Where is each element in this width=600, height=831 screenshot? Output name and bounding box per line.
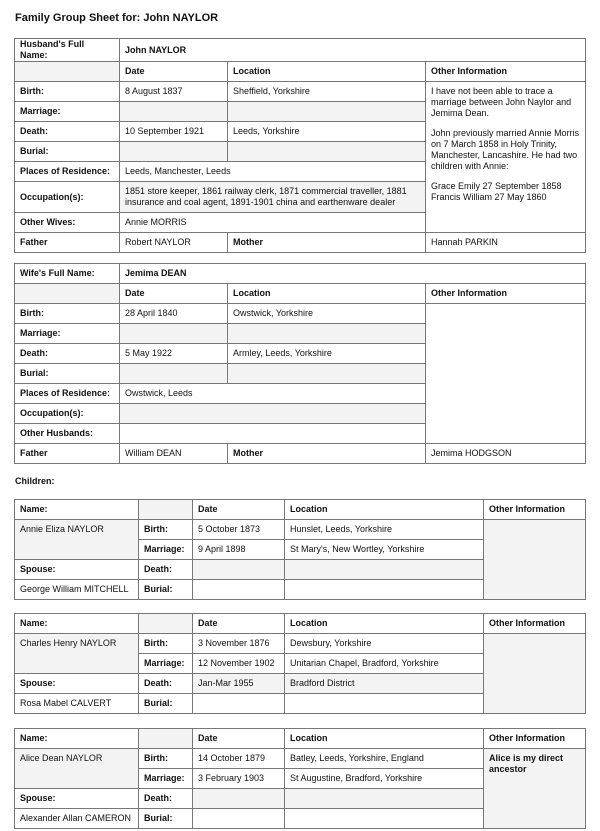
wife-burial-date <box>120 364 228 384</box>
marriage-label: Marriage: <box>15 102 120 122</box>
husband-other-info-1: I have not been able to trace a marriage between John Naylor and Jemima Dean. <box>431 86 572 118</box>
wife-birth-date: 28 April 1840 <box>120 304 228 324</box>
wife-name-label: Wife's Full Name: <box>15 264 120 284</box>
wife-mother: Jemima HODGSON <box>426 444 586 464</box>
child-burial-location <box>285 580 484 600</box>
child-death-location: Bradford District <box>285 674 484 694</box>
other-wives-label: Other Wives: <box>15 213 120 233</box>
husband-residence: Leeds, Manchester, Leeds <box>120 162 426 182</box>
husband-father: Robert NAYLOR <box>120 233 228 253</box>
husband-other-info-2: John previously married Annie Morris on 7 March 1858 in Holy Trinity, Manchester, Lancashire. He had two children with Annie: <box>431 128 580 171</box>
occupation-label: Occupation(s): <box>15 404 120 424</box>
child-marriage-date: 9 April 1898 <box>193 540 285 560</box>
child-birth-date: 14 October 1879 <box>193 749 285 769</box>
husband-marriage-location <box>228 102 426 122</box>
birth-label: Birth: <box>139 520 193 540</box>
marriage-label: Marriage: <box>15 324 120 344</box>
child-spouse: Alexander Allan CAMERON <box>15 809 139 829</box>
husband-burial-date <box>120 142 228 162</box>
child-birth-date: 3 November 1876 <box>193 634 285 654</box>
child-birth-date: 5 October 1873 <box>193 520 285 540</box>
child-name-label: Name: <box>15 500 139 520</box>
date-header: Date <box>193 729 285 749</box>
occupation-label: Occupation(s): <box>15 182 120 213</box>
child-other-information <box>484 634 586 714</box>
spouse-label: Spouse: <box>15 674 139 694</box>
location-header: Location <box>228 284 426 304</box>
husband-occupation: 1851 store keeper, 1861 railway clerk, 1871 commercial traveller, 1881 insurance and coal agent, 1891-1901 china and earthenware dealer <box>120 182 426 213</box>
father-label: Father <box>15 444 120 464</box>
location-header: Location <box>285 729 484 749</box>
child-marriage-date: 3 February 1903 <box>193 769 285 789</box>
location-header: Location <box>228 62 426 82</box>
wife-burial-location <box>228 364 426 384</box>
death-label: Death: <box>15 344 120 364</box>
header-blank <box>139 729 193 749</box>
child-burial-date <box>193 694 285 714</box>
location-header: Location <box>285 500 484 520</box>
burial-label: Burial: <box>139 580 193 600</box>
child-death-date <box>193 560 285 580</box>
child-burial-date <box>193 809 285 829</box>
husband-death-location: Leeds, Yorkshire <box>228 122 426 142</box>
header-blank <box>15 62 120 82</box>
husband-other-info-4: Francis William 27 May 1860 <box>431 192 547 202</box>
children-label: Children: <box>15 476 55 486</box>
husband-death-date: 10 September 1921 <box>120 122 228 142</box>
marriage-label: Marriage: <box>139 540 193 560</box>
child-spouse: Rosa Mabel CALVERT <box>15 694 139 714</box>
spouse-label: Spouse: <box>15 789 139 809</box>
mother-label: Mother <box>228 444 426 464</box>
child-marriage-location: Unitarian Chapel, Bradford, Yorkshire <box>285 654 484 674</box>
wife-name: Jemima DEAN <box>120 264 586 284</box>
location-header: Location <box>285 614 484 634</box>
child-spouse: George William MITCHELL <box>15 580 139 600</box>
wife-death-date: 5 May 1922 <box>120 344 228 364</box>
birth-label: Birth: <box>15 82 120 102</box>
husband-burial-location <box>228 142 426 162</box>
date-header: Date <box>193 614 285 634</box>
residence-label: Places of Residence: <box>15 162 120 182</box>
mother-label: Mother <box>228 233 426 253</box>
husband-mother: Hannah PARKIN <box>426 233 586 253</box>
child-burial-location <box>285 809 484 829</box>
death-label: Death: <box>139 674 193 694</box>
other-information-header: Other Information <box>484 614 586 634</box>
husband-name: John NAYLOR <box>120 39 586 62</box>
husband-marriage-date <box>120 102 228 122</box>
wife-father: William DEAN <box>120 444 228 464</box>
page-title: Family Group Sheet for: John NAYLOR <box>15 12 219 24</box>
wife-other-information <box>426 304 586 444</box>
husband-birth-date: 8 August 1837 <box>120 82 228 102</box>
other-information-header: Other Information <box>484 500 586 520</box>
husband-table <box>14 38 586 253</box>
child-death-location <box>285 560 484 580</box>
death-label: Death: <box>139 560 193 580</box>
marriage-label: Marriage: <box>139 769 193 789</box>
burial-label: Burial: <box>15 142 120 162</box>
husband-birth-location: Sheffield, Yorkshire <box>228 82 426 102</box>
child-burial-location <box>285 694 484 714</box>
husband-name-label: Husband's Full Name: <box>15 39 120 62</box>
other-information-header: Other Information <box>484 729 586 749</box>
other-husbands-label: Other Husbands: <box>15 424 120 444</box>
burial-label: Burial: <box>139 694 193 714</box>
birth-label: Birth: <box>15 304 120 324</box>
child-name: Alice Dean NAYLOR <box>15 749 139 789</box>
child-birth-location: Hunslet, Leeds, Yorkshire <box>285 520 484 540</box>
wife-residence: Owstwick, Leeds <box>120 384 426 404</box>
marriage-label: Marriage: <box>139 654 193 674</box>
child-birth-location: Dewsbury, Yorkshire <box>285 634 484 654</box>
husband-other-information <box>426 82 586 233</box>
child-name-label: Name: <box>15 614 139 634</box>
wife-marriage-date <box>120 324 228 344</box>
child-burial-date <box>193 580 285 600</box>
wife-other-husbands <box>120 424 426 444</box>
father-label: Father <box>15 233 120 253</box>
child-table <box>14 499 586 600</box>
burial-label: Burial: <box>15 364 120 384</box>
wife-birth-location: Owstwick, Yorkshire <box>228 304 426 324</box>
husband-other-wives: Annie MORRIS <box>120 213 426 233</box>
header-blank <box>139 614 193 634</box>
other-information-header: Other Information <box>426 62 586 82</box>
child-death-location <box>285 789 484 809</box>
child-marriage-date: 12 November 1902 <box>193 654 285 674</box>
birth-label: Birth: <box>139 634 193 654</box>
child-table <box>14 728 586 829</box>
spouse-label: Spouse: <box>15 560 139 580</box>
date-header: Date <box>120 62 228 82</box>
birth-label: Birth: <box>139 749 193 769</box>
wife-occupation <box>120 404 426 424</box>
wife-table <box>14 263 586 464</box>
child-other-information <box>484 520 586 600</box>
child-name: Charles Henry NAYLOR <box>15 634 139 674</box>
child-marriage-location: St Mary's, New Wortley, Yorkshire <box>285 540 484 560</box>
child-other-information: Alice is my direct ancestor <box>484 749 586 829</box>
header-blank <box>139 500 193 520</box>
death-label: Death: <box>15 122 120 142</box>
death-label: Death: <box>139 789 193 809</box>
child-death-date: Jan-Mar 1955 <box>193 674 285 694</box>
child-table <box>14 613 586 714</box>
child-birth-location: Batley, Leeds, Yorkshire, England <box>285 749 484 769</box>
other-information-header: Other Information <box>426 284 586 304</box>
wife-death-location: Armley, Leeds, Yorkshire <box>228 344 426 364</box>
wife-marriage-location <box>228 324 426 344</box>
header-blank <box>15 284 120 304</box>
child-marriage-location: St Augustine, Bradford, Yorkshire <box>285 769 484 789</box>
child-name: Annie Eliza NAYLOR <box>15 520 139 560</box>
child-death-date <box>193 789 285 809</box>
date-header: Date <box>193 500 285 520</box>
residence-label: Places of Residence: <box>15 384 120 404</box>
burial-label: Burial: <box>139 809 193 829</box>
child-name-label: Name: <box>15 729 139 749</box>
date-header: Date <box>120 284 228 304</box>
husband-other-info-3: Grace Emily 27 September 1858 <box>431 181 562 191</box>
